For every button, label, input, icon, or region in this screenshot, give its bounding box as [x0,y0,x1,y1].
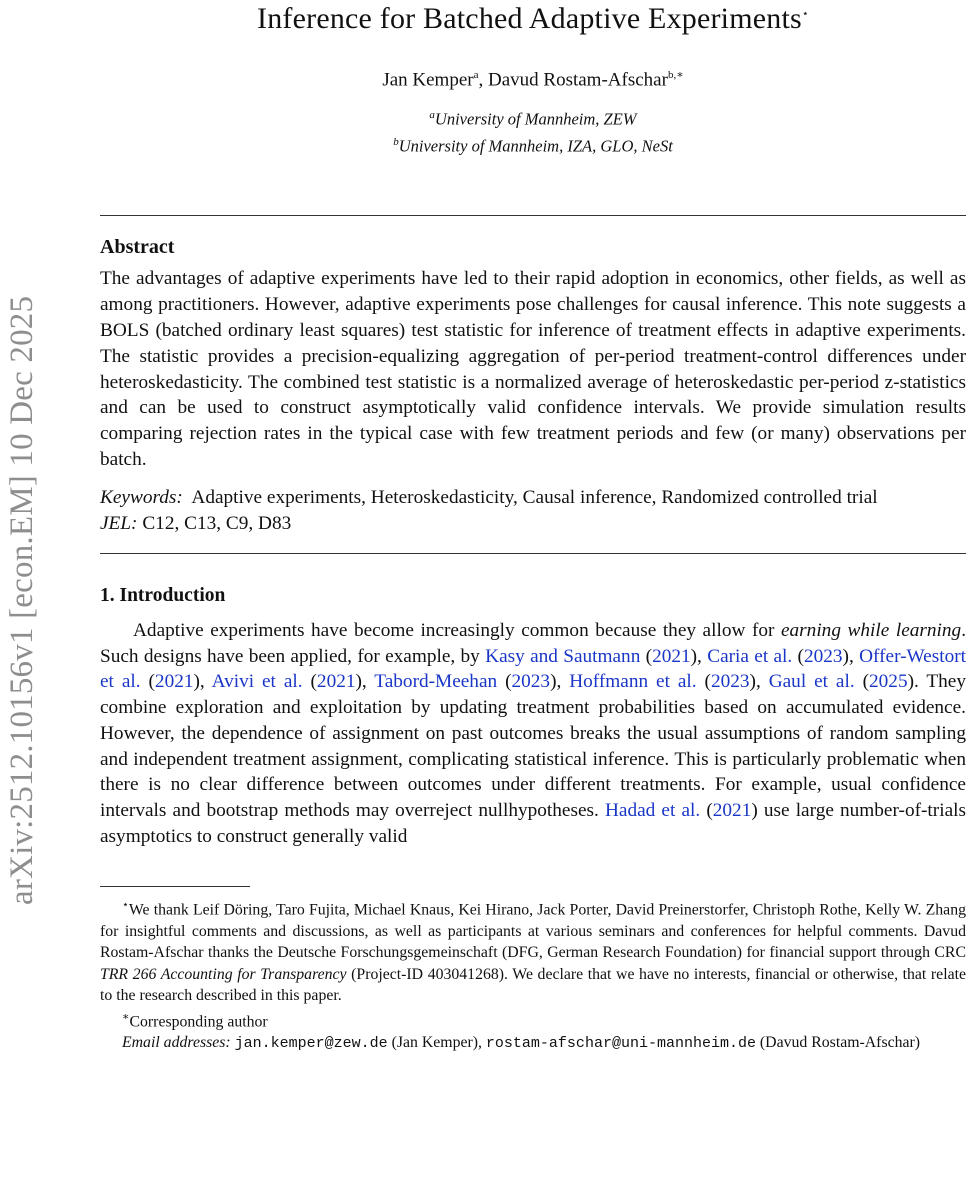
paper-page [100,0,966,1055]
citation-year-link[interactable]: 2025 [869,671,908,693]
citation-link[interactable]: Tabord-Meehan [374,671,498,693]
citation-year-link[interactable]: 2023 [710,671,750,693]
citation-year-link[interactable]: 2021 [712,800,752,822]
footnote-rule [100,886,250,887]
citation-link[interactable]: Kasy and Sautmann [485,645,641,667]
paper-title: Inference for Batched Adaptive Experiments⋆ [257,2,809,35]
author-list: Jan Kemper$^a$, Davud Rostam-Afschar$^{b,∗}$ [382,69,684,91]
citation-year-link[interactable]: 2023 [803,645,843,667]
citation-link[interactable]: Avivi et al. [211,671,303,693]
title-footnote-mark: ⋆ [801,8,809,20]
email-link[interactable]: rostam-afschar@uni-mannheim.de [485,1035,756,1053]
divider [100,553,966,554]
affiliation: $^a$University of Mannheim, ZEW [429,109,637,129]
footnote-thanks: ⋆We thank Leif Döring, Taro Fujita, Michael Knaus, Kei Hirano, Jack Porter, David Preinerstorfer, Christoph Rothe, Kelly W. Zhang for insightful comments and discussions, as well as participants at various seminars and conferences for helpful comments. Davud Rostam-Afschar thanks the Deutsche Forschungsgemeinschaft (DFG, German Research Foundation) for financial support through CRC TRR 266 Accounting for Transparency (Project-ID 403041268). We declare that we have no interests, financial or otherwise, that relate to the research described in this paper. [100,898,966,1005]
footnote-corresponding: ∗Corresponding author [122,1010,268,1030]
citation-year-link[interactable]: 2023 [511,671,551,693]
affiliation: $^b$University of Mannheim, IZA, GLO, NeSt [393,135,673,156]
arxiv-sidebar-stamp: arXiv:2512.10156v1 [econ.EM] 10 Dec 2025 [4,295,40,905]
author-name: Davud Rostam-Afschar [488,69,668,91]
citation-link[interactable]: Offer-Westort et al. [100,645,966,693]
citation-year-link[interactable]: 2021 [154,671,194,693]
citation-year-link[interactable]: 2021 [316,671,356,693]
footnotes [100,895,966,1055]
citation-year-link[interactable]: 2021 [652,645,691,667]
intro-paragraph: Adaptive experiments have become increasingly common because they allow for earning while learning. Such designs have been applied, for example, by Kasy and Sautmann (2021), Caria et al. (2023), Offer-Westort et al. (2021), Avivi et al. (2021), Tabord-Meehan (2023), Hoffmann et al. (2023), Gaul et al. (2025). They combine exploration and exploitation by updating treatment probabilities based on accumulated evidence. However, the dependence of assignment on past outcomes breaks the usual assumptions of random sampling and independent treatment assignment, complicating statistical inference. This is particularly problematic when there is no clear difference between outcomes under different treatments. For example, usual confidence intervals and bootstrap methods may overreject nullhypotheses. Hadad et al. (2021) use large number-of-trials asymptotics to construct generally valid [100,619,966,848]
citation-link[interactable]: Gaul et al. [768,671,855,693]
abstract-text: The advantages of adaptive experiments have led to their rapid adoption in economics, other fields, as well as among practitioners. However, adaptive experiments pose challenges for causal inference. This note suggests a BOLS (batched ordinary least squares) test statistic for inference of treatment effects in adaptive experiments. The statistic provides a precision-equalizing aggregation of per-period treatment-control differences under heteroskedasticity. The combined test statistic is a normalized average of heteroskedastic per-period z-statistics and can be used to construct asymptotically valid confidence intervals. We provide simulation results comparing rejection rates in the typical case with few treatment periods and few (or many) observations per batch. [100,268,966,470]
email-link[interactable]: jan.kemper@zew.de [234,1035,388,1053]
section-heading: 1. Introduction [100,584,226,606]
citation-link[interactable]: Hoffmann et al. [569,671,697,693]
divider [100,215,966,216]
keywords: Keywords: Adaptive experiments, Heteroskedasticity, Causal inference, Randomized controlled trial JEL: C12, C13, C9, D83 [100,486,878,534]
footnote-emails: Email addresses: jan.kemper@zew.de (Jan Kemper), rostam-afschar@uni-mannheim.de (Davud Rostam-Afschar) [122,1034,921,1053]
citation-link[interactable]: Caria et al. [707,645,793,667]
citation-link[interactable]: Hadad et al. [604,800,701,822]
abstract-heading: Abstract [100,236,175,259]
author-name: Jan Kemper [382,69,474,91]
